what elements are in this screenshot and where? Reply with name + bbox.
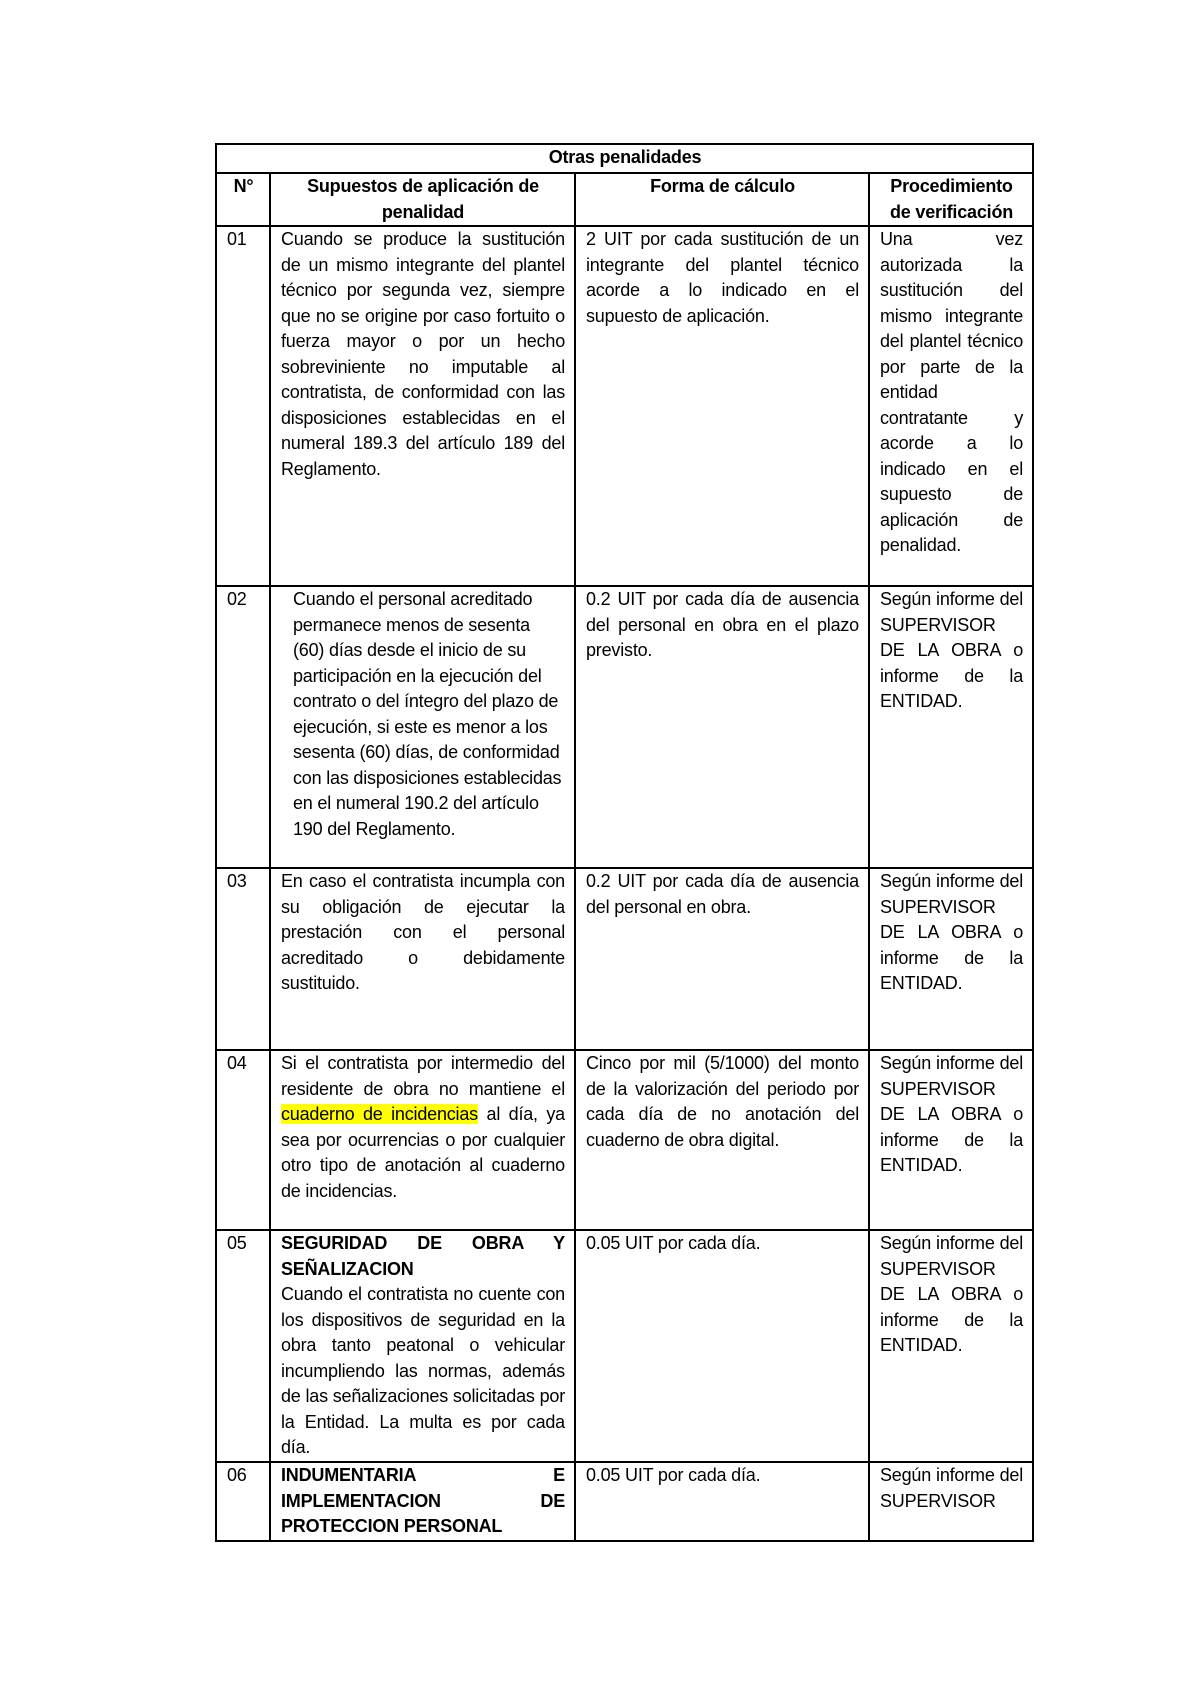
row-calculo: 0.05 UIT por cada día.	[575, 1230, 869, 1462]
supuesto-body: Cuando el contratista no cuente con los dispositivos de seguridad en la obra tanto peatonal o vehicular incumpliendo las normas, además de las señalizaciones solicitadas por la Entidad. La multa es por cada día.	[281, 1284, 565, 1457]
row-procedimiento: Según informe del SUPERVISOR	[869, 1462, 1033, 1541]
row-supuesto: Cuando el personal acreditado permanece menos de sesenta (60) días desde el inicio de su participación en la ejecución del contrato o del íntegro del plazo de ejecución, si este es menor a los sesenta (60) días, de conformidad con las disposiciones establecidas en el numeral 190.2 del artículo 190 del Reglamento.	[270, 586, 575, 868]
row-number: 01	[216, 226, 270, 586]
table-row	[216, 1230, 1033, 1462]
row-calculo: 2 UIT por cada sustitución de un integrante del plantel técnico acorde a lo indicado en el supuesto de aplicación.	[575, 226, 869, 586]
header-num: N°	[216, 173, 270, 226]
penalties-table	[215, 143, 1034, 1542]
row-supuesto	[270, 1230, 575, 1462]
table-row	[216, 226, 1033, 586]
row-procedimiento: Según informe del SUPERVISOR DE LA OBRA o informe de la ENTIDAD.	[869, 1230, 1033, 1462]
row-supuesto: Cuando se produce la sustitución de un mismo integrante del plantel técnico por segunda vez, siempre que no se origine por caso fortuito o fuerza mayor o por un hecho sobreviniente no imputable al contratista, de conformidad con las disposiciones establecidas en el numeral 189.3 del artículo 189 del Reglamento.	[270, 226, 575, 586]
highlighted-text: cuaderno de incidencias	[281, 1104, 478, 1124]
row-calculo: 0.2 UIT por cada día de ausencia del personal en obra en el plazo previsto.	[575, 586, 869, 868]
row-procedimiento: Una vez autorizada la sustitución del mismo integrante del plantel técnico por parte de la entidad contratante y acorde a lo indicado en el supuesto de aplicación de penalidad.	[869, 226, 1033, 586]
row-supuesto	[270, 1462, 575, 1541]
row-number: 04	[216, 1050, 270, 1230]
row-procedimiento: Según informe del SUPERVISOR DE LA OBRA o informe de la ENTIDAD.	[869, 1050, 1033, 1230]
row-calculo: 0.2 UIT por cada día de ausencia del personal en obra.	[575, 868, 869, 1050]
supuesto-heading: SEGURIDAD DE OBRA Y SEÑALIZACION	[281, 1233, 565, 1279]
row-number: 02	[216, 586, 270, 868]
row-calculo: Cinco por mil (5/1000) del monto de la valorización del periodo por cada día de no anotación del cuaderno de obra digital.	[575, 1050, 869, 1230]
supuesto-text-after: al día, ya sea por ocurrencias o por cualquier otro tipo de anotación al cuaderno de incidencias.	[281, 1104, 565, 1201]
table-title-row	[216, 144, 1033, 173]
header-procedimiento: Procedimiento de verificación	[869, 173, 1033, 226]
row-calculo: 0.05 UIT por cada día.	[575, 1462, 869, 1541]
row-number: 05	[216, 1230, 270, 1462]
header-supuestos: Supuestos de aplicación de penalidad	[270, 173, 575, 226]
row-procedimiento: Según informe del SUPERVISOR DE LA OBRA o informe de la ENTIDAD.	[869, 586, 1033, 868]
table-row	[216, 1050, 1033, 1230]
table-row	[216, 868, 1033, 1050]
supuesto-heading: INDUMENTARIA E IMPLEMENTACION DE PROTECCION PERSONAL	[281, 1465, 565, 1536]
header-calculo: Forma de cálculo	[575, 173, 869, 226]
row-procedimiento: Según informe del SUPERVISOR DE LA OBRA o informe de la ENTIDAD.	[869, 868, 1033, 1050]
table-row	[216, 586, 1033, 868]
row-number: 06	[216, 1462, 270, 1541]
supuesto-text-before: Si el contratista por intermedio del residente de obra no mantiene el	[281, 1053, 565, 1099]
table-header-row	[216, 173, 1033, 226]
row-supuesto	[270, 1050, 575, 1230]
table-title: Otras penalidades	[216, 144, 1033, 173]
row-supuesto: En caso el contratista incumpla con su obligación de ejecutar la prestación con el personal acreditado o debidamente sustituido.	[270, 868, 575, 1050]
row-number: 03	[216, 868, 270, 1050]
table-row	[216, 1462, 1033, 1541]
